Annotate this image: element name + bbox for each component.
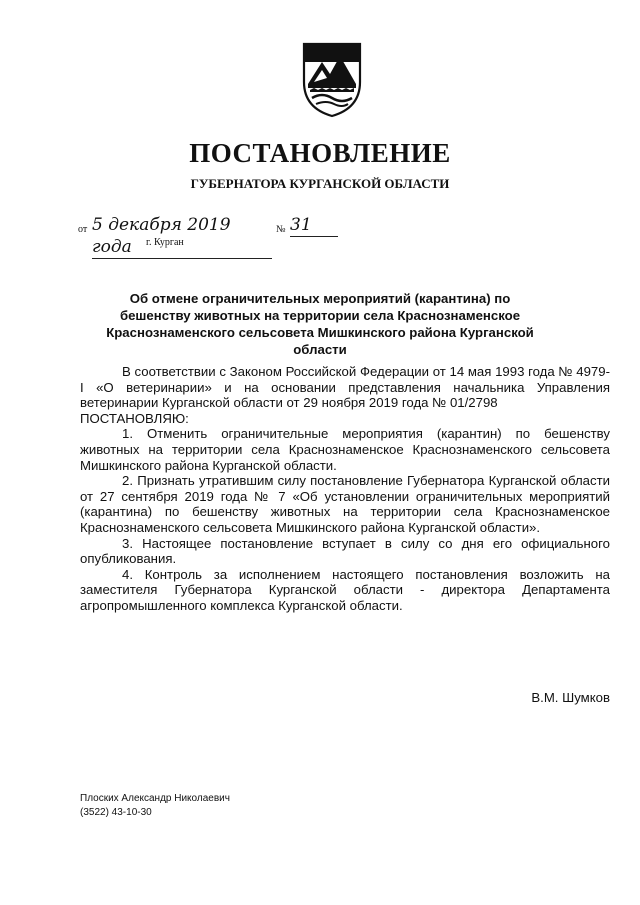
dateline xyxy=(78,214,348,264)
preamble-paragraph: В соответствии с Законом Российской Федерации от 14 мая 1993 года № 4979-I «О ветеринарии» и на основании представления начальника Управления ветеринарии Курганской области от 29 ноября 2019 года № 01/2798 xyxy=(80,364,610,411)
resolve-word: ПОСТАНОВЛЯЮ: xyxy=(80,410,189,426)
document-heading: Об отмене ограничительных мероприятий (карантина) по бешенству животных на территории села Краснознаменское Краснознаменского сельсовета Мишкинского района Курганской области xyxy=(106,291,534,357)
clause-item: 1. Отменить ограничительные мероприятия (карантин) по бешенству животных на территории села Краснознаменское Краснознаменского сельсовета Мишкинского района Курганской области. xyxy=(80,426,610,473)
clause-item: 2. Признать утратившим силу постановление Губернатора Курганской области от 27 сентября 2019 года № 7 «Об установлении ограничительных мероприятий (карантина) по бешенству животных на территории села Краснознаменское Краснознаменского сельсовета Мишкинского района Курганской области». xyxy=(80,473,610,535)
contact-block xyxy=(80,792,230,820)
document-number: 31 xyxy=(290,214,338,237)
coat-of-arms-icon xyxy=(300,38,364,118)
issue-place: г. Курган xyxy=(146,237,184,248)
page-title: ПОСТАНОВЛЕНИЕ xyxy=(189,138,451,168)
contact-phone: (3522) 43-10-30 xyxy=(80,807,152,818)
document-body xyxy=(80,364,610,614)
document-date: 5 декабря 2019 года xyxy=(92,214,272,259)
clause-item: 4. Контроль за исполнением настоящего постановления возложить на заместителя Губернатора Курганской области - директора Департамента агропромышленного комплекса Курганской области. xyxy=(80,566,610,613)
number-sign: № xyxy=(276,224,286,235)
clause-item: 3. Настоящее постановление вступает в силу со дня его официального опубликования. xyxy=(80,535,610,567)
signer-name: В.М. Шумков xyxy=(531,690,610,705)
date-prefix: от xyxy=(78,224,88,235)
contact-name: Плоских Александр Николаевич xyxy=(80,793,230,804)
issuer-subtitle: ГУБЕРНАТОРА КУРГАНСКОЙ ОБЛАСТИ xyxy=(190,176,450,191)
